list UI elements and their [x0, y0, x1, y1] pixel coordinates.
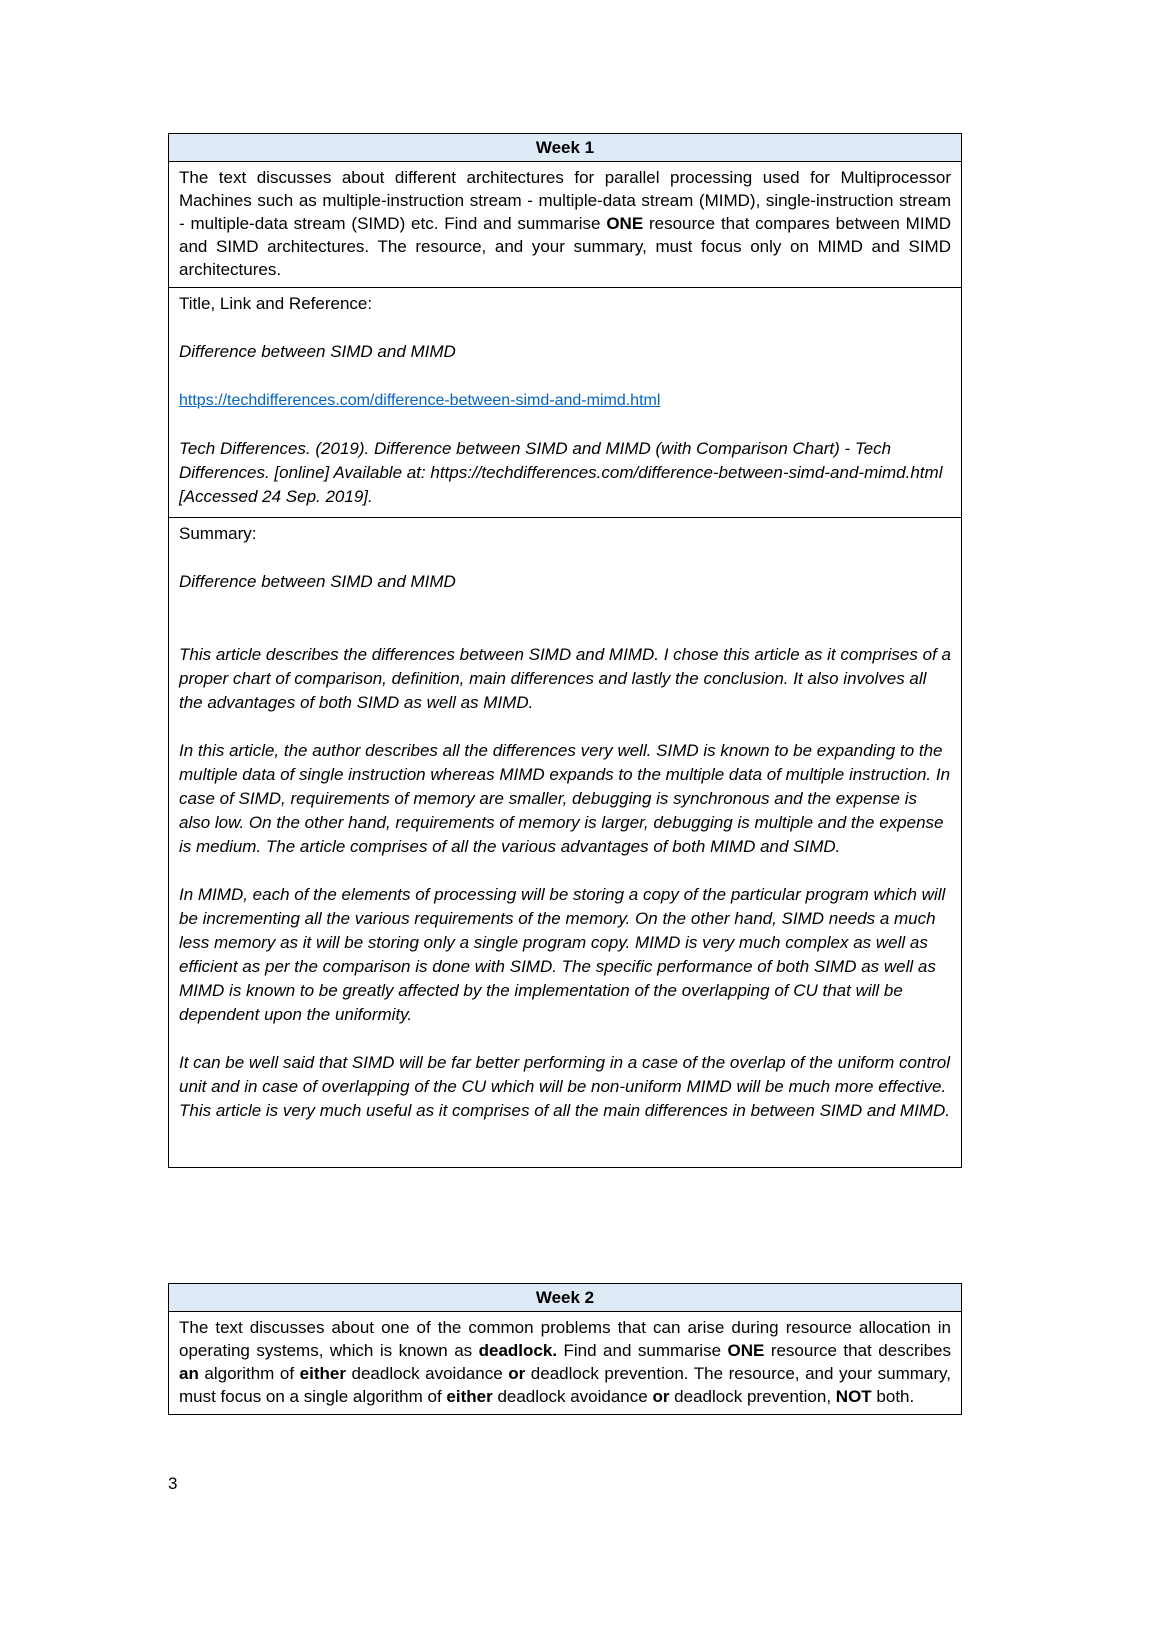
week2-task-cell — [169, 1312, 961, 1414]
body-text: algorithm of — [198, 1364, 300, 1383]
summary-paragraph: This article describes the differences between SIMD and MIMD. I chose this article as it comprises of a proper chart of comparison, definition, main differences and lastly the conclusion. It also involves all the advantages of both SIMD as well as MIMD. — [179, 645, 951, 712]
week1-reference-cell — [169, 287, 961, 517]
reference-link[interactable]: https://techdifferences.com/difference-between-simd-and-mimd.html — [179, 392, 661, 409]
page-number: 3 — [168, 1474, 178, 1493]
body-text: resource that compares between MIMD and SIMD architectures. The resource, and your summary, must focus only on MIMD and SIMD architectures. — [179, 214, 951, 279]
week1-header-label: Week 1 — [535, 138, 595, 157]
emphasis-text: NOT — [835, 1387, 872, 1406]
emphasis-text: ONE — [606, 214, 644, 233]
week2-header-label: Week 2 — [535, 1288, 595, 1307]
reference-title: Difference between SIMD and MIMD — [179, 342, 456, 361]
emphasis-text: or — [508, 1364, 526, 1383]
body-text: deadlock prevention. The resource, and your summary, must focus on a single algorithm of — [179, 1364, 951, 1406]
emphasis-text: deadlock. — [478, 1341, 558, 1360]
summary-paragraphs — [179, 643, 951, 1123]
body-text: Find and summarise — [557, 1341, 728, 1360]
summary-paragraph: In MIMD, each of the elements of processing will be storing a copy of the particular program which will be incrementing all the various requirements of the memory. On the other hand, SIMD needs a much less memory as it will be storing only a single program copy. MIMD is very much complex as well as efficient as per the comparison is done with SIMD. The specific performance of both SIMD as well as MIMD is known to be greatly affected by the implementation of the overlapping of CU that will be dependent upon the uniformity. — [179, 885, 946, 1024]
week2-task-text — [179, 1316, 951, 1408]
emphasis-text: ONE — [727, 1341, 765, 1360]
summary-paragraph: It can be well said that SIMD will be far better performing in a case of the overlap of the uniform control unit and in case of overlapping of the CU which will be non-uniform MIMD will be much more effective. This article is very much useful as it comprises of all the main differences in between SIMD and MIMD. — [179, 1053, 951, 1120]
body-text: resource that describes — [764, 1341, 952, 1360]
week2-table — [168, 1283, 962, 1415]
week1-table — [168, 133, 962, 1168]
body-text: The text discusses about one of the common problems that can arise during resource allocation in operating systems, which is known as — [179, 1318, 951, 1360]
week1-summary-cell — [169, 517, 961, 1167]
body-text: deadlock prevention, — [669, 1387, 836, 1406]
reference-label: Title, Link and Reference: — [179, 294, 373, 313]
emphasis-text: either — [446, 1387, 493, 1406]
summary-label: Summary: — [179, 524, 257, 543]
week1-header — [169, 134, 961, 162]
reference-citation: Tech Differences. (2019). Difference between SIMD and MIMD (with Comparison Chart) - Tech Differences. [online] Available at: https://techdifferences.com/difference-between-simd-and-mimd.html [Accessed 24 Sep. 2019]. — [179, 439, 943, 506]
emphasis-text: either — [299, 1364, 346, 1383]
week2-header — [169, 1284, 961, 1312]
emphasis-text: an — [179, 1364, 199, 1383]
body-text: The text discusses about different architectures for parallel processing used for Multiprocessor Machines such as multiple-instruction stream - multiple-data stream (MIMD), single-instruction stream - multiple-data stream (SIMD) etc. Find and summarise — [179, 168, 951, 233]
summary-title: Difference between SIMD and MIMD — [179, 572, 456, 591]
body-text: deadlock avoidance — [492, 1387, 653, 1406]
summary-paragraph: In this article, the author describes all the differences very well. SIMD is known to be expanding to the multiple data of single instruction whereas MIMD expands to the multiple data of multiple instruction. In case of SIMD, requirements of memory are smaller, debugging is synchronous and the expense is also low. On the other hand, requirements of memory is larger, debugging is multiple and the expense is medium. The article comprises of all the various advantages of both MIMD and SIMD. — [179, 741, 951, 856]
week1-task-cell — [169, 162, 961, 287]
week1-task-text — [179, 166, 951, 281]
emphasis-text: or — [652, 1387, 670, 1406]
reference-link-line — [179, 388, 951, 413]
body-text: both. — [871, 1387, 915, 1406]
body-text: deadlock avoidance — [345, 1364, 509, 1383]
